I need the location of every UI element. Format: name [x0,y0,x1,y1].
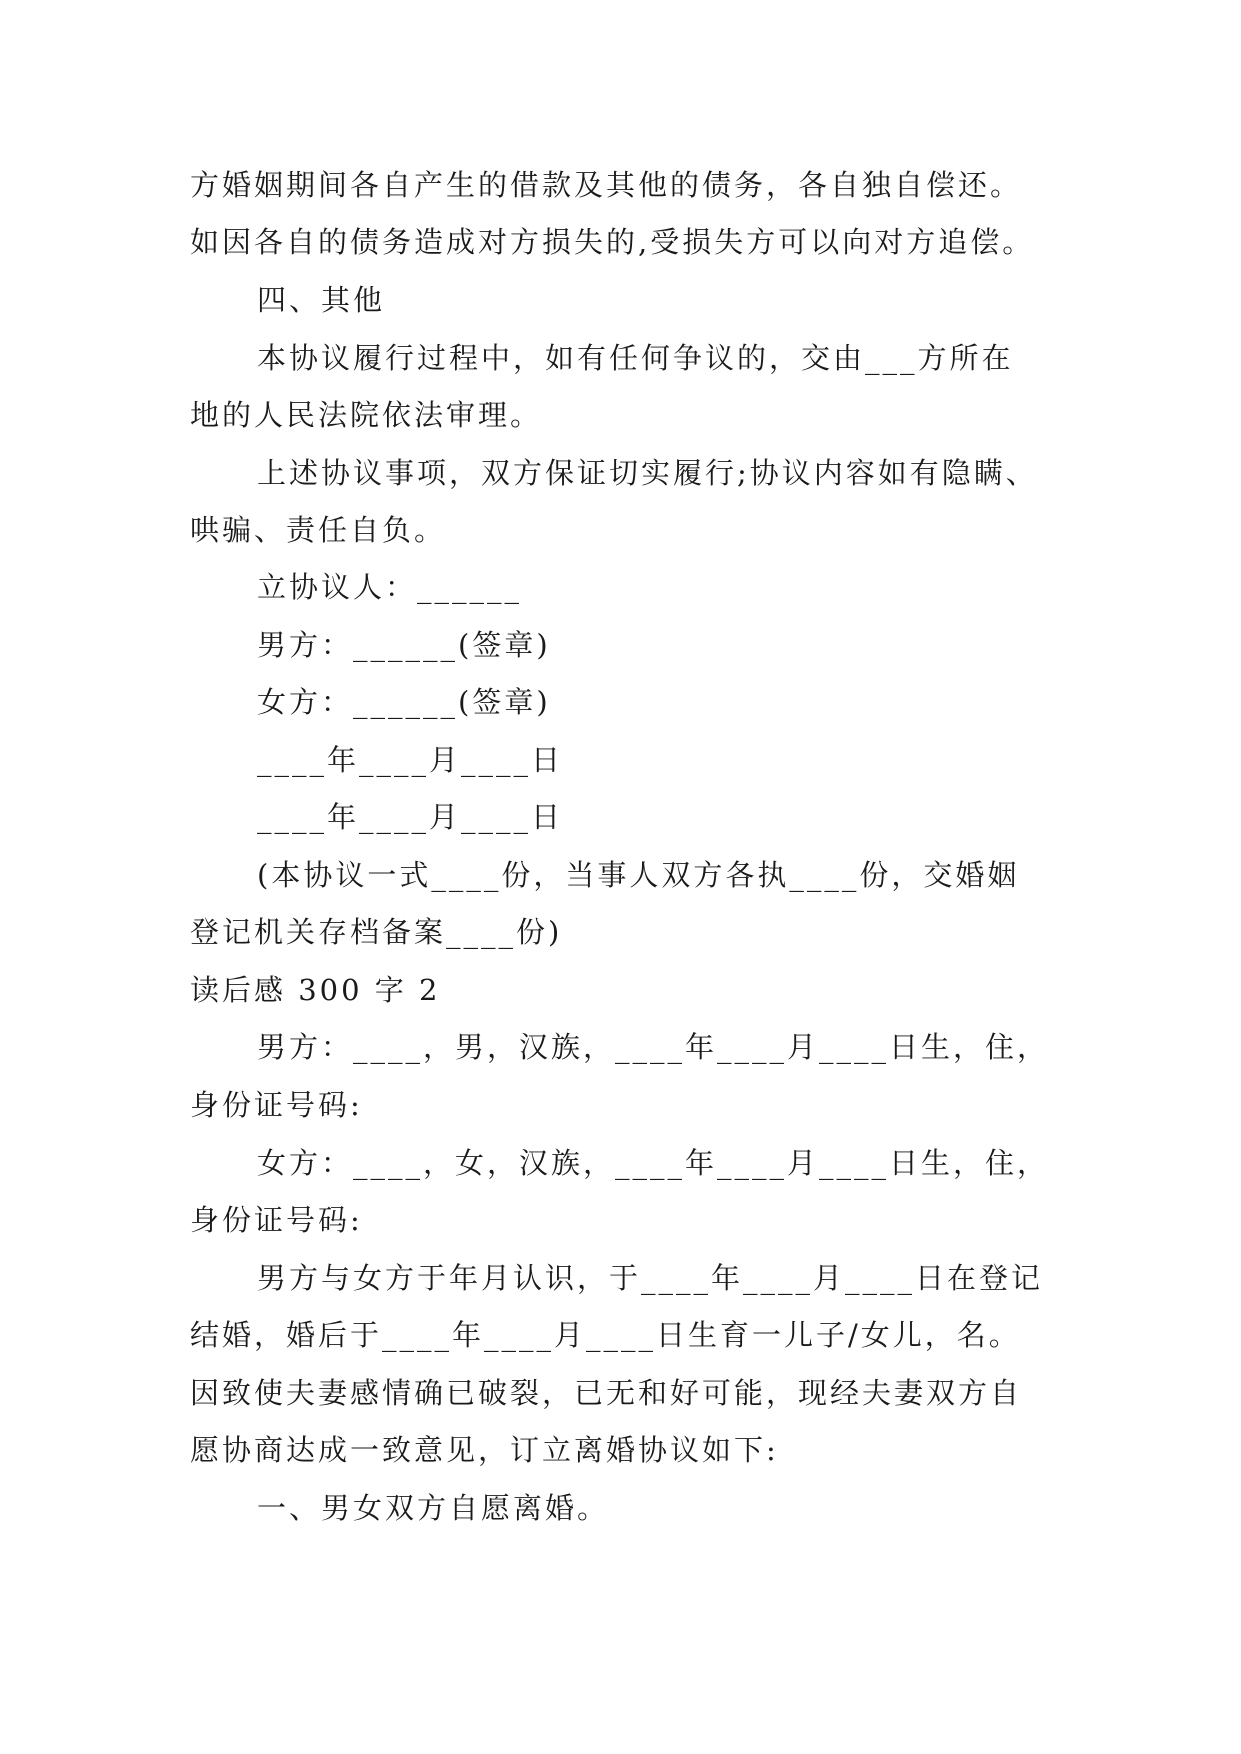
paragraph-line-court: 地的人民法院依法审理。 [190,398,543,432]
copies-note-line-2: 登记机关存档备案____份) [190,915,563,949]
paragraph-line-dispute: 本协议履行过程中，如有任何争议的，交由___方所在 [257,341,1014,375]
clause-one-line: 一、男女双方自愿离婚。 [257,1491,610,1525]
paragraph-marriage-line-1: 男方与女方于年月认识，于____年____月____日在登记 [257,1261,1044,1295]
paragraph-line-responsibility: 哄骗、责任自负。 [190,513,447,547]
paragraph-line-2: 如因各自的债务造成对方损失的,受损失方可以向对方追偿。 [190,225,1035,259]
paragraph-line-1: 方婚姻期间各自产生的借款及其他的债务，各自独自偿还。 [190,168,1023,202]
female-info-line: 女方：____，女，汉族，____年____月____日生，住， [257,1146,1050,1180]
male-signature-line: 男方：______(签章) [257,628,551,662]
female-id-line: 身份证号码: [190,1203,363,1237]
male-info-line: 男方：____，男，汉族，____年____月____日生，住， [257,1030,1050,1064]
paragraph-marriage-line-3: 因致使夫妻感情确已破裂，已无和好可能，现经夫妻双方自 [190,1376,1023,1410]
paragraph-marriage-line-4: 愿协商达成一致意见，订立离婚协议如下: [190,1433,779,1467]
section-heading-other: 四、其他 [257,283,386,317]
paragraph-marriage-line-2: 结婚，婚后于____年____月____日生育一儿子/女儿，名。 [190,1318,1021,1352]
female-signature-line: 女方：______(签章) [257,685,551,719]
male-id-line: 身份证号码: [190,1088,363,1122]
date-line-2: ____年____月____日 [257,800,564,834]
signatory-line: 立协议人：______ [257,570,523,604]
section-title: 读后感 300 字 2 [190,973,441,1007]
paragraph-line-guarantee: 上述协议事项，双方保证切实履行;协议内容如有隐瞒、 [257,456,1038,490]
copies-note-line-1: (本协议一式____份，当事人双方各执____份，交婚姻 [257,858,1020,892]
date-line-1: ____年____月____日 [257,743,564,777]
